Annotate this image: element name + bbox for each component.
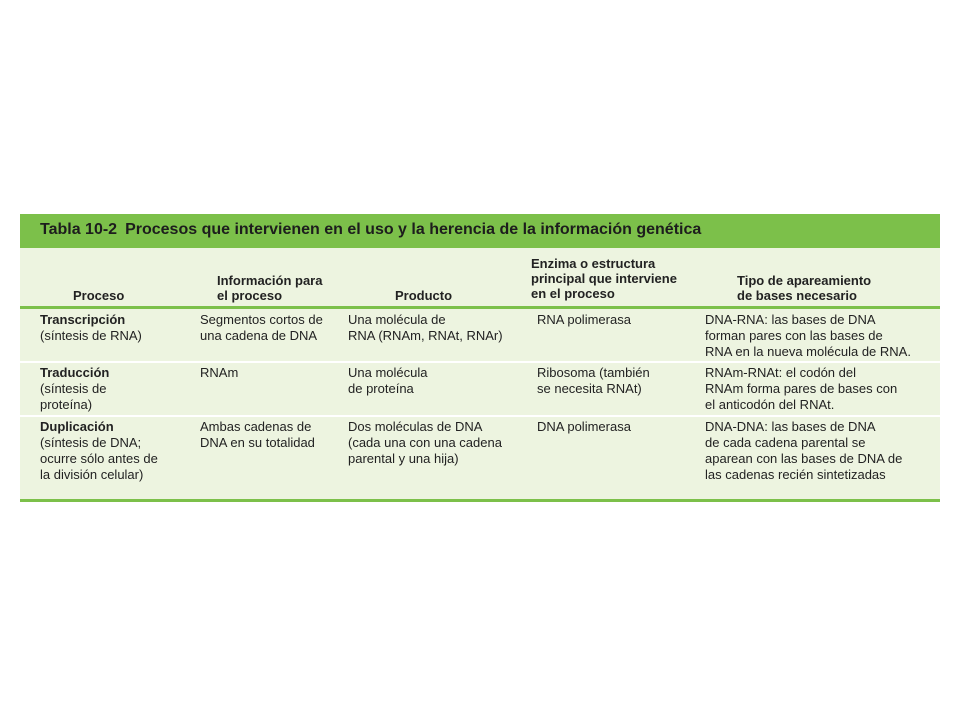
header-apareamiento: Tipo de apareamiento de bases necesario: [737, 273, 872, 303]
table-label: Tabla 10-2: [40, 221, 118, 238]
table-row: [20, 417, 940, 499]
cell-proceso: [40, 312, 142, 344]
process-name: Duplicación: [40, 419, 114, 434]
cell-proceso: [40, 419, 158, 483]
cell-informacion: Ambas cadenas de DNA en su totalidad: [200, 419, 315, 450]
table-row: [20, 309, 940, 361]
cell-apareamiento: DNA-DNA: las bases de DNA de cada cadena parental se aparean con las bases de DNA de las cadenas recién sintetizadas: [705, 419, 903, 482]
cell-producto: Dos moléculas de DNA (cada una con una cadena parental y una hija): [348, 419, 502, 466]
cell-producto: Una molécula de RNA (RNAm, RNAt, RNAr): [348, 312, 503, 343]
header-proceso: Proceso: [73, 288, 125, 303]
cell-enzima: Ribosoma (también se necesita RNAt): [537, 365, 650, 396]
process-detail: (síntesis de RNA): [40, 328, 142, 343]
cell-informacion: RNAm: [200, 365, 239, 380]
header-enzima: Enzima o estructura principal que interviene en el proceso: [531, 256, 677, 301]
process-detail: (síntesis de DNA; ocurre sólo antes de la división celular): [40, 435, 158, 482]
cell-apareamiento: RNAm-RNAt: el codón del RNAm forma pares de bases con el anticodón del RNAt.: [705, 365, 898, 412]
cell-proceso: [40, 365, 109, 413]
header-informacion: Información para el proceso: [217, 273, 323, 303]
table-title-bar: [20, 214, 940, 248]
table-row: [20, 363, 940, 415]
cell-enzima: DNA polimerasa: [537, 419, 631, 434]
cell-producto: Una molécula de proteína: [348, 365, 428, 396]
table-title: [40, 221, 701, 239]
cell-enzima: RNA polimerasa: [537, 312, 631, 327]
process-name: Traducción: [40, 365, 110, 380]
process-name: Transcripción: [40, 312, 126, 327]
process-detail: (síntesis de proteína): [40, 381, 107, 412]
header-producto: Producto: [395, 288, 453, 303]
table-bottom-rule: [20, 499, 940, 502]
table-title-text: Procesos que intervienen en el uso y la herencia de la información genética: [125, 221, 702, 238]
table-header-row: [20, 248, 940, 306]
cell-informacion: Segmentos cortos de una cadena de DNA: [200, 312, 323, 343]
genetic-processes-table: [20, 214, 940, 502]
cell-apareamiento: DNA-RNA: las bases de DNA forman pares con las bases de RNA en la nueva molécula de RNA.: [705, 312, 911, 359]
